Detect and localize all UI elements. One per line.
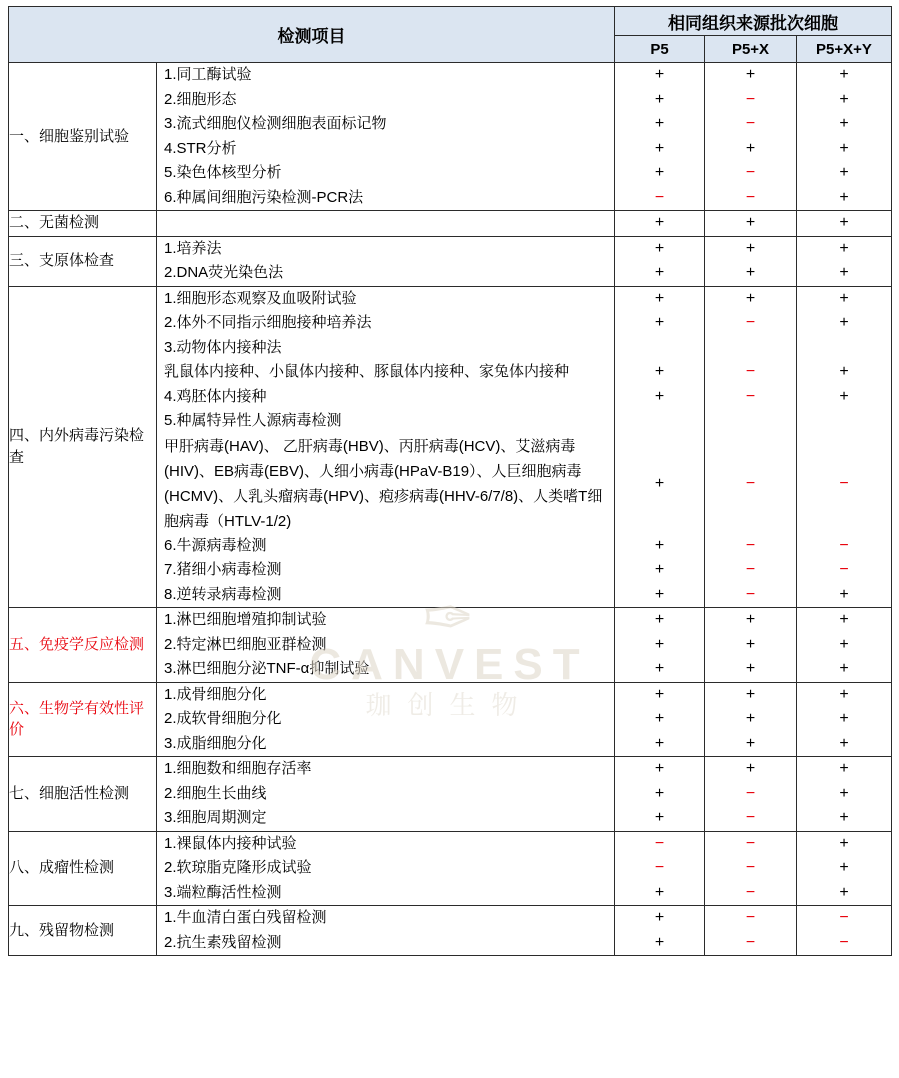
mark-pxy: + <box>839 314 849 331</box>
mark-p5: + <box>654 561 665 578</box>
item-label: 2.DNA荧光染色法 <box>164 264 284 281</box>
mark-pxy: + <box>839 611 849 628</box>
mark-pxy: + <box>839 188 849 206</box>
header-items: 检测项目 <box>9 7 615 63</box>
mark-p5: + <box>654 314 665 331</box>
mark-p5: − <box>654 834 665 852</box>
mark-cell-pxy <box>797 831 892 906</box>
item-label: 1.裸鼠体内接种试验 <box>164 834 297 852</box>
category-cell: 四、内外病毒污染检查 <box>9 286 157 608</box>
mark-px: + <box>745 139 756 157</box>
item-label: 5.染色体核型分析 <box>164 164 282 181</box>
mark-cell-px <box>705 906 797 956</box>
mark-p5 <box>615 409 704 434</box>
mark-pxy: + <box>839 214 849 231</box>
mark-px: − <box>745 90 756 108</box>
mark-px: − <box>745 834 756 852</box>
mark-pxy: + <box>839 139 849 157</box>
header-group: 相同组织来源批次细胞 <box>615 7 892 36</box>
mark-pxy: + <box>839 289 849 307</box>
mark-p5: + <box>654 809 665 826</box>
item-label: 3.成脂细胞分化 <box>164 734 267 752</box>
mark-px: − <box>745 314 756 331</box>
mark-px: − <box>745 474 756 492</box>
mark-p5: + <box>654 536 665 554</box>
item-label: 2.体外不同指示细胞接种培养法 <box>164 314 372 331</box>
category-cell: 九、残留物检测 <box>9 906 157 956</box>
mark-cell-p5 <box>615 906 705 956</box>
mark-pxy: + <box>839 66 849 83</box>
header-p5xy: P5+X+Y <box>797 36 892 63</box>
mark-cell-pxy <box>797 682 892 757</box>
mark-cell-pxy <box>797 906 892 956</box>
mark-cell-p5 <box>615 63 705 211</box>
items-cell <box>157 831 615 906</box>
mark-p5: + <box>654 474 665 492</box>
mark-cell-pxy <box>797 236 892 286</box>
mark-px: − <box>745 164 756 181</box>
mark-p5: + <box>654 264 665 281</box>
mark-cell-px <box>705 608 797 683</box>
item-label: 5.种属特异性人源病毒检测 <box>164 412 342 429</box>
mark-px: + <box>745 214 756 231</box>
mark-pxy: + <box>839 585 849 603</box>
mark-px: + <box>745 611 756 628</box>
mark-px: − <box>745 909 756 926</box>
item-label: 2.成软骨细胞分化 <box>164 710 282 727</box>
item-label: 1.成骨细胞分化 <box>164 685 267 703</box>
mark-px: + <box>745 66 756 83</box>
mark-cell-pxy <box>797 63 892 211</box>
mark-pxy: − <box>839 536 849 554</box>
mark-p5: + <box>654 635 665 653</box>
mark-p5: + <box>654 214 665 231</box>
mark-px: + <box>745 289 756 307</box>
mark-px: − <box>745 933 756 951</box>
mark-px: − <box>745 115 756 132</box>
mark-px: + <box>745 239 756 257</box>
item-label: 2.软琼脂克隆形成试验 <box>164 859 312 876</box>
mark-p5: + <box>654 164 665 181</box>
mark-p5: + <box>654 760 665 777</box>
mark-p5: + <box>654 115 665 132</box>
mark-px: − <box>745 809 756 826</box>
watermark-brand: CANVEST <box>309 640 590 689</box>
mark-pxy: + <box>839 760 849 777</box>
mark-px: + <box>745 685 756 703</box>
mark-p5: + <box>654 710 665 727</box>
mark-pxy: + <box>839 115 849 132</box>
mark-pxy: + <box>839 710 849 727</box>
mark-p5: + <box>654 611 665 628</box>
mark-pxy: + <box>839 164 849 181</box>
category-cell: 六、生物学有效性评价 <box>9 682 157 757</box>
item-label: 3.动物体内接种法 <box>164 338 282 356</box>
mark-pxy: + <box>839 685 849 703</box>
mark-pxy: + <box>839 660 849 677</box>
item-label: 1.细胞数和细胞存活率 <box>164 760 312 777</box>
items-cell <box>157 608 615 683</box>
item-label: 1.细胞形态观察及血吸附试验 <box>164 289 357 307</box>
mark-px: − <box>745 387 756 405</box>
mark-p5: + <box>654 585 665 603</box>
watermark-brand-cn: 珈创生物 <box>365 690 534 720</box>
mark-pxy <box>797 409 891 434</box>
item-label: 6.牛源病毒检测 <box>164 536 267 554</box>
mark-px: − <box>745 883 756 901</box>
category-cell: 七、细胞活性检测 <box>9 757 157 832</box>
item-label: 1.淋巴细胞增殖抑制试验 <box>164 611 327 628</box>
mark-pxy: + <box>839 734 849 752</box>
category-cell: 一、细胞鉴别试验 <box>9 63 157 211</box>
item-label: 8.逆转录病毒检测 <box>164 585 282 603</box>
mark-p5: + <box>654 685 665 703</box>
mark-cell-p5 <box>615 236 705 286</box>
item-label: 2.细胞生长曲线 <box>164 784 267 802</box>
mark-px: − <box>745 585 756 603</box>
mark-cell-px <box>705 236 797 286</box>
item-label <box>157 211 614 236</box>
mark-px: + <box>745 660 756 677</box>
header-p5: P5 <box>615 36 705 63</box>
mark-pxy: − <box>839 561 849 578</box>
table-row <box>9 757 892 832</box>
mark-cell-px <box>705 286 797 608</box>
mark-px: − <box>745 859 756 876</box>
mark-p5 <box>615 336 704 361</box>
table-row <box>9 608 892 683</box>
mark-px: + <box>745 760 756 777</box>
mark-px: + <box>745 734 756 752</box>
items-cell <box>157 286 615 608</box>
table-row <box>9 682 892 757</box>
mark-cell-pxy <box>797 608 892 683</box>
mark-px: − <box>745 561 756 578</box>
mark-cell-p5 <box>615 757 705 832</box>
table-body <box>9 63 892 956</box>
mark-pxy: + <box>839 859 849 876</box>
items-cell <box>157 682 615 757</box>
watermark-swirl-icon: ✑ <box>422 581 477 654</box>
items-cell <box>157 236 615 286</box>
mark-cell-p5 <box>615 608 705 683</box>
item-label: 2.特定淋巴细胞亚群检测 <box>164 635 327 653</box>
mark-px: − <box>745 784 756 802</box>
item-label: 甲肝病毒(HAV)、 乙肝病毒(HBV)、丙肝病毒(HCV)、艾滋病毒(HIV)、EB病毒(EBV)、人细小病毒(HPaV-B19）、人巨细胞病毒(HCMV)、人乳头瘤病毒(HPV)、疱疹病毒(HHV-6/7/8)、人类嗜T细胞病毒（HTLV-1/2) <box>164 437 603 530</box>
mark-pxy: − <box>839 933 849 951</box>
mark-pxy: + <box>839 363 849 380</box>
item-label: 6.种属间细胞污染检测-PCR法 <box>164 188 364 206</box>
item-label: 3.细胞周期测定 <box>164 809 267 826</box>
mark-cell-px <box>705 757 797 832</box>
mark-pxy: + <box>839 387 849 405</box>
item-label: 2.抗生素残留检测 <box>164 933 282 951</box>
item-label: 1.培养法 <box>164 239 222 257</box>
category-cell: 五、免疫学反应检测 <box>9 608 157 683</box>
category-cell: 八、成瘤性检测 <box>9 831 157 906</box>
item-label: 3.流式细胞仪检测细胞表面标记物 <box>164 115 387 132</box>
mark-pxy: + <box>839 834 849 852</box>
items-cell <box>157 63 615 211</box>
mark-p5: + <box>654 239 665 257</box>
mark-pxy: + <box>839 239 849 257</box>
mark-px: + <box>745 264 756 281</box>
mark-p5: − <box>654 188 665 206</box>
table-row <box>9 236 892 286</box>
mark-px: − <box>745 363 756 380</box>
mark-cell-p5 <box>615 831 705 906</box>
category-cell: 二、无菌检测 <box>9 211 157 237</box>
mark-px <box>705 336 796 361</box>
mark-p5: + <box>654 66 665 83</box>
mark-pxy: + <box>839 809 849 826</box>
header-p5x: P5+X <box>705 36 797 63</box>
mark-cell-p5 <box>615 211 705 237</box>
mark-p5: + <box>654 784 665 802</box>
mark-cell-px <box>705 63 797 211</box>
category-cell: 三、支原体检查 <box>9 236 157 286</box>
mark-cell-pxy <box>797 757 892 832</box>
mark-cell-pxy <box>797 211 892 237</box>
mark-px: + <box>745 635 756 653</box>
item-label: 4.鸡胚体内接种 <box>164 387 267 405</box>
mark-cell-p5 <box>615 286 705 608</box>
mark-px: + <box>745 710 756 727</box>
mark-pxy: + <box>839 784 849 802</box>
mark-cell-p5 <box>615 682 705 757</box>
mark-px <box>705 409 796 434</box>
item-label: 3.端粒酶活性检测 <box>164 883 282 901</box>
mark-p5: + <box>654 933 665 951</box>
mark-p5: + <box>654 289 665 307</box>
item-label: 4.STR分析 <box>164 139 237 157</box>
mark-cell-pxy <box>797 286 892 608</box>
inspection-matrix-table <box>8 6 892 956</box>
mark-p5: + <box>654 883 665 901</box>
items-cell <box>157 906 615 956</box>
mark-pxy: − <box>839 474 849 492</box>
item-label: 3.淋巴细胞分泌TNF-α抑制试验 <box>164 660 370 677</box>
mark-p5: + <box>654 660 665 677</box>
mark-p5: + <box>654 387 665 405</box>
table-row <box>9 906 892 956</box>
mark-p5: + <box>654 734 665 752</box>
mark-px: − <box>745 536 756 554</box>
item-label: 乳鼠体内接种、小鼠体内接种、豚鼠体内接种、家兔体内接种 <box>164 363 570 380</box>
table-row <box>9 63 892 211</box>
mark-p5: + <box>654 90 665 108</box>
mark-p5: + <box>654 909 665 926</box>
mark-pxy: − <box>839 909 849 926</box>
mark-pxy: + <box>839 90 849 108</box>
items-cell <box>157 757 615 832</box>
item-label: 2.细胞形态 <box>164 90 237 108</box>
mark-pxy: + <box>839 883 849 901</box>
mark-p5: − <box>654 859 665 876</box>
mark-p5: + <box>654 139 665 157</box>
mark-pxy: + <box>839 264 849 281</box>
mark-px: − <box>745 188 756 206</box>
items-cell <box>157 211 615 237</box>
table-row <box>9 286 892 608</box>
table-row <box>9 211 892 237</box>
mark-cell-px <box>705 682 797 757</box>
mark-cell-px <box>705 831 797 906</box>
table-head <box>9 7 892 63</box>
mark-p5: + <box>654 363 665 380</box>
mark-pxy: + <box>839 635 849 653</box>
item-label: 1.牛血清白蛋白残留检测 <box>164 909 327 926</box>
mark-cell-px <box>705 211 797 237</box>
item-label: 1.同工酶试验 <box>164 66 252 83</box>
table-row <box>9 831 892 906</box>
mark-pxy <box>797 336 891 361</box>
item-label: 7.猪细小病毒检测 <box>164 561 282 578</box>
